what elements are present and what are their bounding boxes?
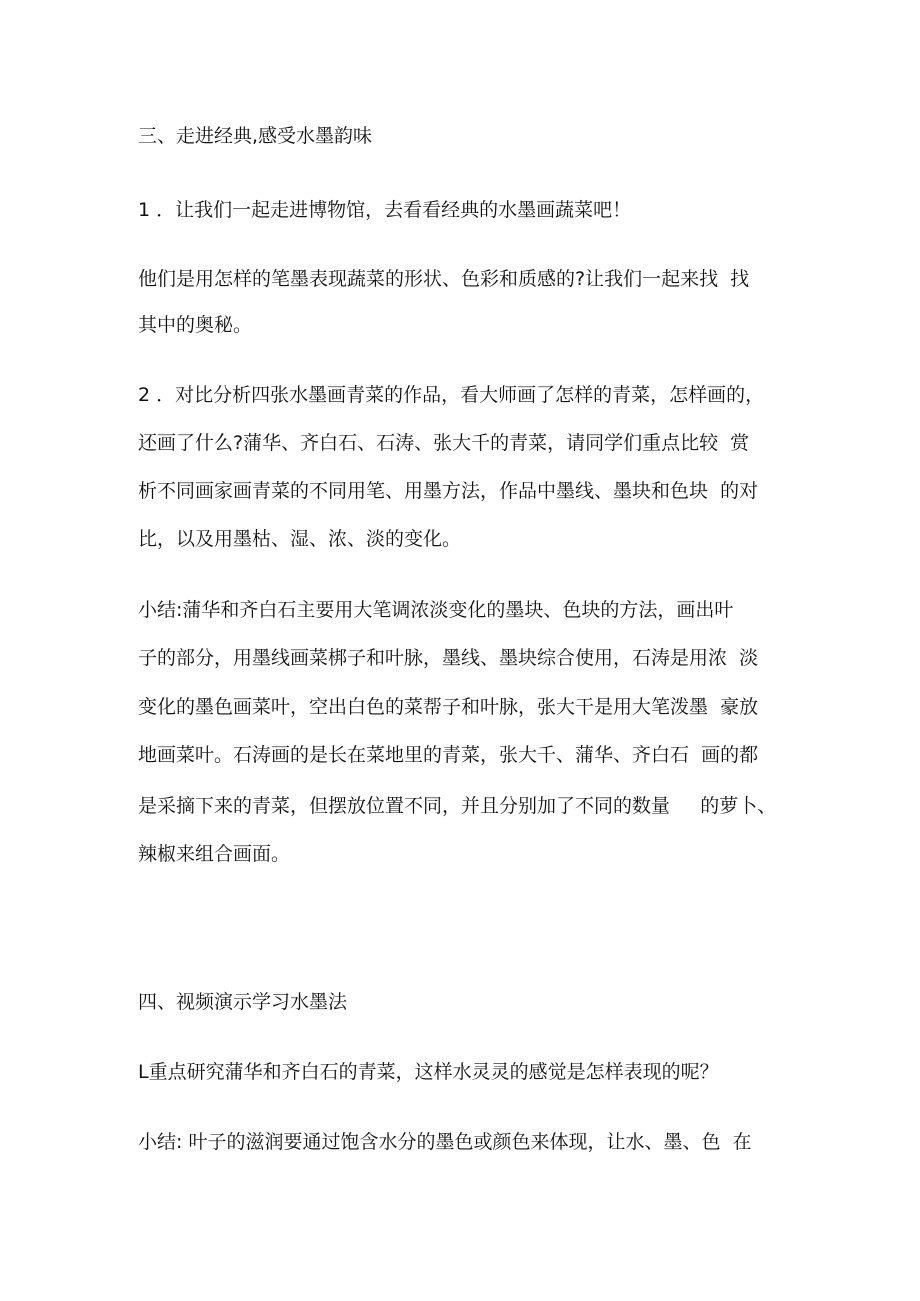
paragraph-3-line-3: 析不同画家画青菜的不同用笔、用墨方法，作品中墨线、墨块和色块 的对 <box>138 480 759 502</box>
section-heading-3: 三、走进经典,感受水墨韵味 <box>138 125 373 147</box>
summary-1-line-1: 小结:蒲华和齐白石主要用大笔调浓淡变化的墨块、色块的方法，画出叶 <box>138 599 734 621</box>
summary-1-line-3: 变化的墨色画菜叶，空出白色的菜帮子和叶脉，张大干是用大笔泼墨 豪放 <box>138 696 759 718</box>
paragraph-2-line-2: 其中的奥秘。 <box>138 314 253 336</box>
summary-1-line-5: 是采摘下来的青菜，但摆放位置不同，并且分别加了不同的数量 的萝卜、 <box>138 795 777 817</box>
summary-2-line-1: 小结: 叶子的滋润要通过饱含水分的墨色或颜色来体现，让水、墨、色 在 <box>138 1131 752 1153</box>
summary-1-line-2: 子的部分，用墨线画菜梆子和叶脉，墨线、墨块综合使用，石涛是用浓 淡 <box>138 647 759 669</box>
paragraph-4-line-1: L重点研究蒲华和齐白石的青菜，这样水灵灵的感觉是怎样表现的呢？ <box>138 1061 719 1083</box>
summary-1-line-6: 辣椒来组合画面。 <box>138 843 291 865</box>
summary-1-line-4: 地画菜叶。石涛画的是长在菜地里的青菜，张大千、蒲华、齐白石 画的都 <box>138 744 759 766</box>
paragraph-3-line-2: 还画了什么?蒲华、齐白石、石涛、张大千的青菜，请同学们重点比较 赏 <box>138 432 750 454</box>
paragraph-2-line-1: 他们是用怎样的笔墨表现蔬菜的形状、色彩和质感的?让我们一起来找 找 <box>138 268 750 290</box>
paragraph-1-line-1: 1 ．让我们一起走进博物馆，去看看经典的水墨画蔬菜吧！ <box>138 199 632 221</box>
paragraph-3-line-4: 比，以及用墨枯、湿、浓、淡的变化。 <box>138 528 462 550</box>
section-heading-4: 四、视频演示学习水墨法 <box>138 991 348 1013</box>
paragraph-3-line-1: 2 ．对比分析四张水墨画青菜的作品，看大师画了怎样的青菜，怎样画的， <box>138 384 765 406</box>
